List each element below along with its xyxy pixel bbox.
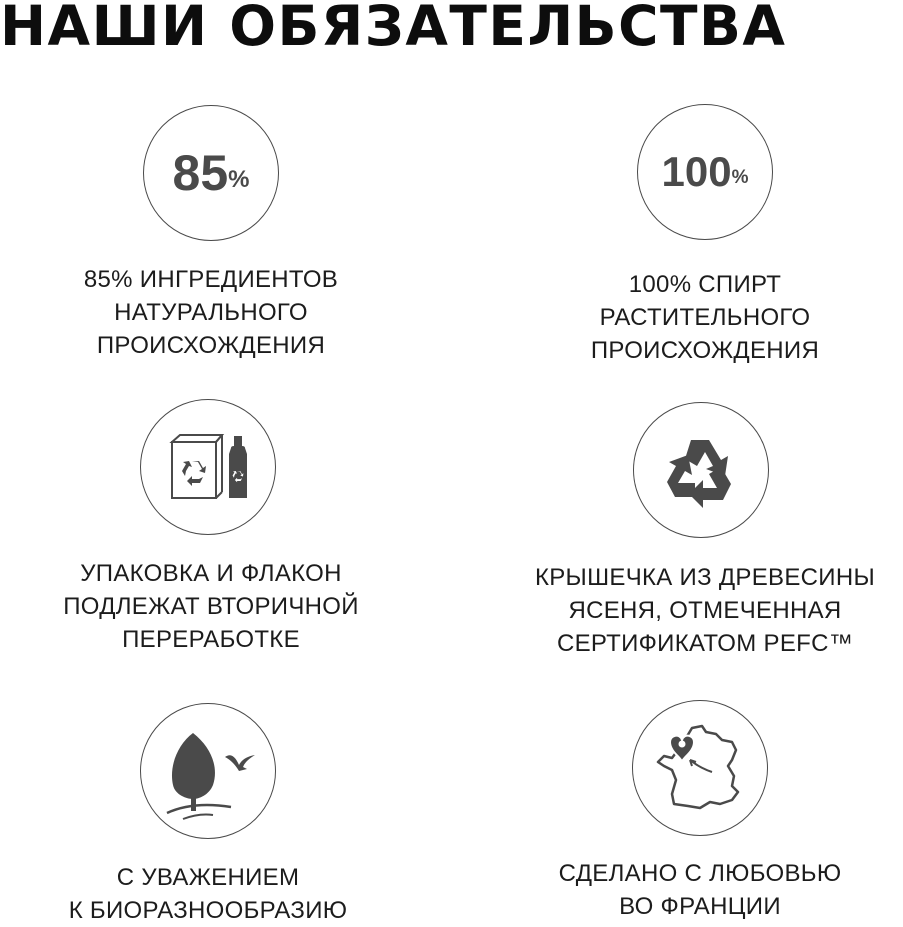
page-title: НАШИ ОБЯЗАТЕЛЬСТВА	[0, 0, 787, 58]
caption-line: РАСТИТЕЛЬНОГО	[599, 304, 811, 331]
france-map-heart-icon	[632, 700, 768, 836]
commitment-caption	[0, 557, 431, 656]
caption-line: ПОДЛЕЖАТ ВТОРИЧНОЙ	[63, 593, 359, 620]
commitment-caption	[0, 861, 428, 927]
commitment-caption	[485, 561, 903, 660]
commitment-caption	[480, 857, 903, 923]
commitment-caption	[485, 268, 903, 367]
caption-line: ПЕРЕРАБОТКЕ	[122, 626, 300, 653]
caption-line: КРЫШЕЧКА ИЗ ДРЕВЕСИНЫ	[534, 564, 876, 591]
caption-line: К БИОРАЗНООБРАЗИЮ	[68, 897, 348, 924]
recyclable-box-and-bottle-icon	[140, 399, 276, 535]
caption-line: НАТУРАЛЬНОГО	[114, 299, 308, 326]
percent-100-badge	[637, 104, 773, 240]
caption-line: С УВАЖЕНИЕМ	[116, 864, 300, 891]
caption-line: ЯСЕНЯ, ОТМЕЧЕННАЯ	[568, 597, 842, 624]
badge-number: 85	[172, 145, 229, 201]
caption-line: ПРОИСХОЖДЕНИЯ	[96, 332, 326, 359]
caption-line: 85% ИНГРЕДИЕНТОВ	[83, 266, 339, 293]
badge-number: 100	[661, 148, 732, 195]
commitment-caption	[0, 263, 431, 362]
percent-85-badge	[143, 105, 279, 241]
recycle-arrows-icon	[633, 402, 769, 538]
caption-line: УПАКОВКА И ФЛАКОН	[80, 560, 342, 587]
caption-line: ВО ФРАНЦИИ	[619, 893, 781, 920]
caption-line: ПРОИСХОЖДЕНИЯ	[590, 337, 820, 364]
caption-line: СДЕЛАНО С ЛЮБОВЬЮ	[558, 860, 842, 887]
caption-line: 100% СПИРТ	[628, 271, 782, 298]
tree-and-bird-icon	[140, 703, 276, 839]
caption-line: СЕРТИФИКАТОМ PEFC™	[556, 630, 854, 657]
badge-unit: %	[228, 166, 250, 193]
badge-unit: %	[731, 167, 749, 188]
